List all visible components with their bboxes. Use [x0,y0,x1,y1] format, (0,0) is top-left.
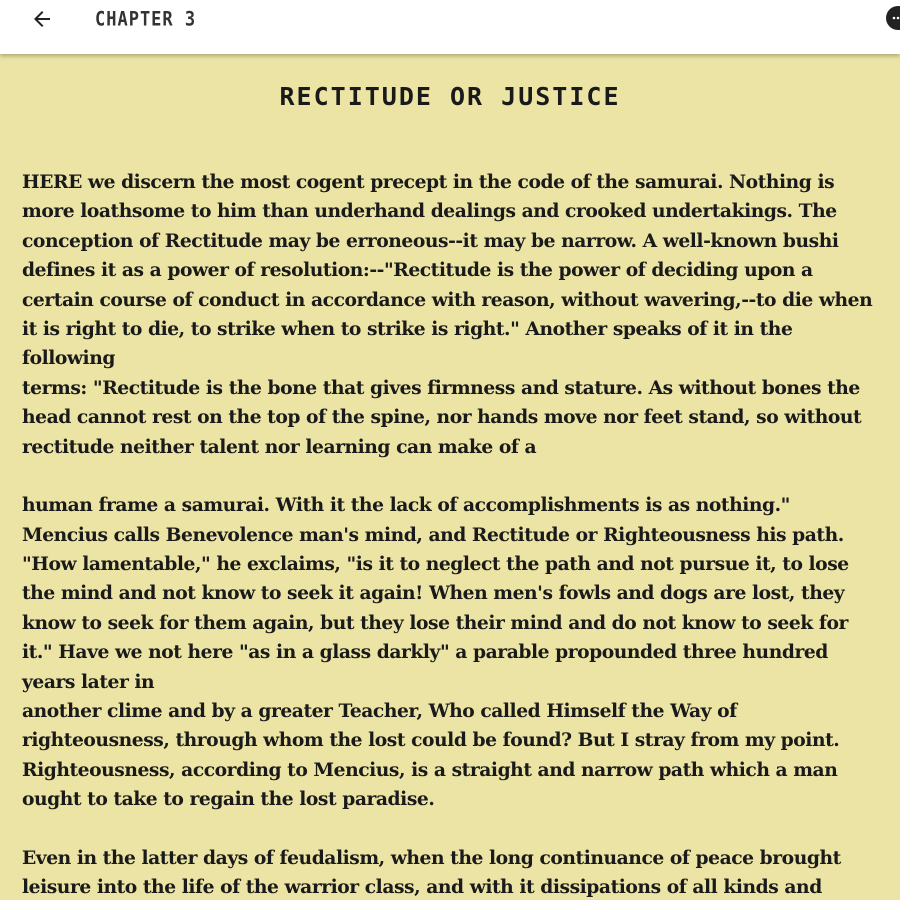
text-line: human frame a samurai. With it the lack of accomplishments is as nothing." [22,494,790,517]
text-line: "How lamentable," he exclaims, "is it to neglect the path and not pursue it, to lose [22,553,849,576]
arrow-left-icon [30,7,54,31]
text-line: terms: "Rectitude is the bone that gives firmness and stature. As without bones the [22,376,860,399]
chapter-body [22,168,882,900]
text-line: HERE we discern the most cogent precept in the code of the samurai. Nothing is [22,171,835,193]
text-line: more loathsome to him than underhand dealings and crooked undertakings. The [22,200,837,223]
text-line: another clime and by a greater Teacher, Who called Himself the Way of [22,700,737,723]
text-line: Mencius calls Benevolence man's mind, and Rectitude or Righteousness his path. [22,523,844,546]
text-line: know to seek for them again, but they lose their mind and do not know to seek for [22,611,848,634]
text-line: following [22,347,115,370]
paragraph-gap [22,462,882,491]
text-line: it." Have we not here "as in a glass darkly" a parable propounded three hundred [22,641,828,664]
more-menu-button[interactable] [886,6,900,30]
text-line: ought to take to regain the lost paradise. [22,788,435,811]
chapter-title: RECTITUDE OR JUSTICE [279,82,621,111]
text-line: it is right to die, to strike when to strike is right." Another speaks of it in the [22,317,793,340]
text-line: leisure into the life of the warrior class, and with it dissipations of all kinds and [22,876,822,899]
more-icon [891,11,900,25]
back-button[interactable] [22,4,62,34]
text-line: conception of Rectitude may be erroneous--it may be narrow. A well-known bushi [22,229,839,252]
text-line: the mind and not know to seek it again! When men's fowls and dogs are lost, they [22,582,845,605]
chapter-label: CHAPTER 3 [95,8,197,31]
text-line: years later in [22,670,155,693]
top-app-bar [0,0,900,54]
text-line: rectitude neither talent nor learning can make of a [22,435,537,458]
text-line: Righteousness, according to Mencius, is a straight and narrow path which a man [22,758,838,781]
text-line: Even in the latter days of feudalism, when the long continuance of peace brought [22,846,841,869]
text-line: certain course of conduct in accordance with reason, without wavering,--to die when [22,288,873,311]
text-line: head cannot rest on the top of the spine, nor hands move nor feet stand, so without [22,406,862,429]
text-line: righteousness, through whom the lost could be found? But I stray from my point. [22,729,840,752]
reading-area[interactable] [0,54,900,900]
paragraph-gap [22,815,882,844]
text-line: defines it as a power of resolution:--"Rectitude is the power of deciding upon a [22,259,813,282]
